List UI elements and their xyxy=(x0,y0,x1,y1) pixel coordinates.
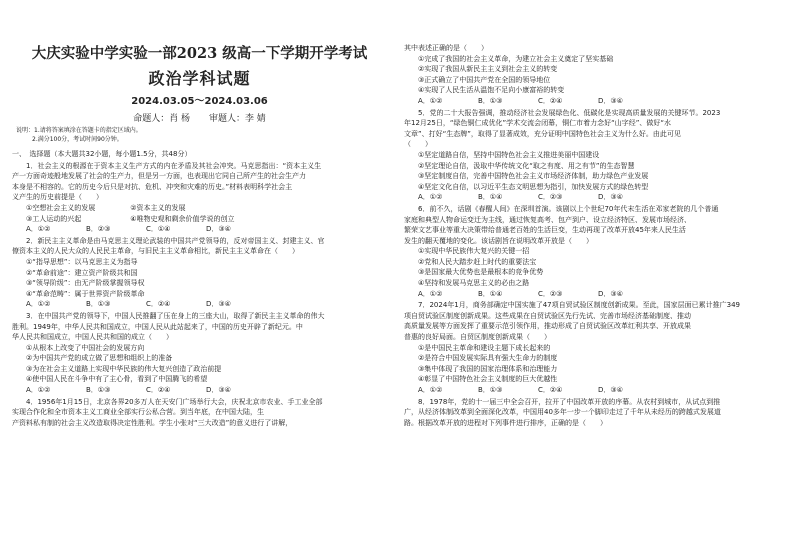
choice-b: B．①③ xyxy=(478,96,503,105)
question-3 xyxy=(12,311,387,396)
q4b-option: ①完成了我国的社会主义革命，为建立社会主义奠定了坚实基础 xyxy=(418,54,614,63)
q3-option: ③为在社会主义道路上实现中华民族的伟大复兴创造了政治前提 xyxy=(26,364,222,373)
q7-stem-line: 7．2024年1月，商务部确定中国实施了47项自贸试验区制度创新成果。至此，国家层面已累计推广349 xyxy=(418,301,740,310)
exam-dates: 2024.03.05～2024.03.06 xyxy=(131,96,268,107)
q4b-option: ②实现了我国从新民主主义到社会主义的转变 xyxy=(418,65,558,74)
q4b-option: ③正式确立了中国共产党在全国的领导地位 xyxy=(418,75,551,84)
q2-option: ④“革命范畴”：属于世界资产阶级革命 xyxy=(26,289,145,298)
q3-option: ①从根本上改变了中国社会的发展方向 xyxy=(26,343,145,352)
choice-a: A．①② xyxy=(26,386,51,395)
q7-option: ①是中国民主革命和建设主题下成长起来的 xyxy=(418,343,551,352)
question-2 xyxy=(12,236,387,310)
q6-stem-line: 繁荣文艺事业等重大决策带给普通老百姓的生活巨变，生动再现了改革开放45年来人民生活 xyxy=(404,226,686,235)
choice-d: D．③④ xyxy=(206,300,231,309)
choice-a: A．①② xyxy=(26,225,51,234)
author: 命题人：肖 杨 xyxy=(133,114,191,124)
q1-stem-line: 产一方面奇迹般地发展了社会的生产力，但是另一方面，也表现出它同自己所产生的社会生产力 xyxy=(12,172,306,181)
q4-stem-line: 实现合作化和全市资本主义工商业全部实行公私合营。到当年底，在中国大陆，生 xyxy=(12,408,264,417)
exam-title: 大庆实验中学实验一部2023 级高一下学期开学考试 xyxy=(31,45,368,62)
question-1 xyxy=(12,161,387,235)
q6-option: ④坚持和发展马克思主义的必由之路 xyxy=(418,279,530,288)
q6-option: ①实现中华民族伟大复兴的关键一招 xyxy=(418,247,530,256)
choice-c: C．①④ xyxy=(146,225,171,234)
choice-d: D．③④ xyxy=(598,386,623,394)
q1-stem-line: 本身是不相容的。它的历史今后只是对抗、危机、冲突和灾难的历史。”材料表明科学社会主 xyxy=(12,182,293,191)
choice-d: D．③④ xyxy=(206,225,231,234)
q7-option: ③集中体现了我国的国家治理体系和治理能力 xyxy=(418,364,558,373)
q6-stem-line: 发生的翻天覆地的变化。该话剧旨在说明改革开放是（ ） xyxy=(404,236,593,245)
q3-stem-line: 华人民共和国成立，中国人民共和国的成立（ ） xyxy=(12,333,173,342)
choice-a: A．①② xyxy=(418,386,443,394)
q5-stem-line: 5．党的二十大报告强调，推动经济社会发展绿色化、低碳化是实现高质量发展的关键环节。2023 xyxy=(418,108,721,117)
q3-stem-line: 3．在中国共产党的领导下，中国人民推翻了压在身上的三座大山，取得了新民主主义革命的伟大 xyxy=(26,311,325,320)
q2-option: ③“领导阶级”：由无产阶级掌握领导权 xyxy=(26,279,145,288)
note-2: 2.满分100分，考试时间90分钟。 xyxy=(32,136,123,143)
q4b-choices xyxy=(404,96,779,107)
reviewer: 审题人：李 婧 xyxy=(208,114,266,124)
q2-option: ①“指导思想”：以马克思主义为指导 xyxy=(26,257,138,266)
section-heading: 一、 选择题（本大题共32小题，每小题1.5分，共48分） xyxy=(12,150,192,158)
subject-title: 政治学科试题 xyxy=(148,69,251,88)
q7-choices xyxy=(404,385,779,396)
q8-stem-line: 广，从经济体制改革到全面深化改革，中国用40多年一步一个脚印走过了千年从未经历的跨越式发展道 xyxy=(404,408,721,417)
q7-option: ②是符合中国发展实际具有强大生命力的制度 xyxy=(418,354,558,363)
q6-choices xyxy=(404,289,779,300)
q8-stem-line: 路。根据改革开放的进程对下列事件进行排序，正确的是（ ） xyxy=(404,418,607,427)
q7-stem-line: 项自贸试验区制度创新成果。这些成果在自贸试验区先行先试、完善市场经济基础制度、推动 xyxy=(404,311,691,320)
question-6 xyxy=(404,204,779,299)
right-column xyxy=(404,0,779,428)
choice-b: B．①③ xyxy=(86,300,111,309)
q8-stem-line: 8．1978年，党的十一届三中全会召开，拉开了中国改革开放的序幕。从农村到城市，从试点到推 xyxy=(418,397,721,406)
choice-d: D．③④ xyxy=(206,386,231,395)
choice-c: C．②④ xyxy=(538,386,563,394)
q6-option: ③是国家最大优势也是最根本的竞争优势 xyxy=(418,268,544,277)
question-4 xyxy=(12,397,387,429)
choice-b: B．①③ xyxy=(86,386,111,395)
q3-stem-line: 胜利。1949年，中华人民共和国成立，中国人民从此站起来了，中国的历史开辟了新纪元。中 xyxy=(12,322,303,331)
q3-option: ②为中国共产党的成立做了思想和组织上的准备 xyxy=(26,354,173,363)
q6-stem-line: 家庭和典型人物命运变迁为主线，通过恢复高考、包产到户、设立经济特区、发展市场经济、 xyxy=(404,215,691,224)
q2-choices xyxy=(12,299,387,310)
choice-b: B．②③ xyxy=(86,225,111,234)
note-1: 说明：1.请将答案填涂在答题卡的指定区域内。 xyxy=(16,127,142,134)
choice-a: A．①② xyxy=(418,193,443,202)
q1-stem-line: 1．社会主义的根源在于资本主义生产方式的内在矛盾及其社会冲突。马克思指出：“资本主义生 xyxy=(26,161,322,170)
q5-stem-line: 年12月25日，“绿色铜仁成优化”学术交流会闭幕，铜仁市着力念好“山字经”、做好“水 xyxy=(404,119,671,128)
choice-d: D．③④ xyxy=(598,289,623,298)
q6-stem-line: 6．前不久，话剧《春醒人间》在深圳首演。该剧以上个世纪70年代末生活在邓家老院的几个普通 xyxy=(418,204,719,213)
q7-stem-line: 高质量发展等方面发挥了重要示范引领作用，推动形成了自贸试验区改革红利共享、开放成果 xyxy=(404,322,691,331)
question-5 xyxy=(404,108,779,203)
choice-d: D．③④ xyxy=(598,193,623,202)
choice-b: B．①③ xyxy=(478,386,503,394)
q2-option: ②“革命前途”：建立资产阶级共和国 xyxy=(26,268,138,277)
choice-d: D．③④ xyxy=(598,96,623,105)
q2-stem-line: 2．新民主主义革命是由马克思主义理论武装的中国共产党领导的，反对帝国主义、封建主义、官 xyxy=(26,236,325,245)
q7-stem-line: 普惠的良好局面。自贸区制度创新成果（ ） xyxy=(404,333,551,342)
q5-stem-line: （ ） xyxy=(404,140,432,149)
choice-b: B．①④ xyxy=(478,193,503,202)
q4b-option: ④实现了人民生活从温饱不足向小康富裕的转变 xyxy=(418,86,565,95)
q5-option: ③坚定制度自信，完善中国特色社会主义市场经济体制，助力绿色产业发展 xyxy=(418,172,649,181)
q4-stem-line: 4．1956年1月15日，北京各界20多万人在天安门广场举行大会，庆祝北京市农业、手工业全部 xyxy=(26,397,323,406)
choice-c: C．②③ xyxy=(538,289,563,298)
left-column xyxy=(12,0,387,428)
q1-choices xyxy=(12,224,387,235)
choice-b: B．①④ xyxy=(478,289,503,298)
question-7 xyxy=(404,300,779,395)
choice-a: A．①② xyxy=(26,300,51,309)
choice-c: C．②④ xyxy=(538,96,563,105)
q3-option: ④使中国人民在斗争中有了主心骨，看到了中国腾飞的希望 xyxy=(26,375,208,384)
q5-option: ④坚定文化自信，以习近平生态文明思想为指引，加快发展方式的绿色转型 xyxy=(418,182,649,191)
q7-option: ④彰显了中国特色社会主义制度的巨大优越性 xyxy=(418,375,558,384)
choice-a: A．①② xyxy=(418,96,443,105)
question-4-continued xyxy=(404,43,779,107)
q1-stem-line: 义产生的历史前提是（ ） xyxy=(12,193,103,202)
authors-line xyxy=(12,113,387,126)
q5-stem-line: 文章”、打好“生态牌”，取得了显著成效，充分证明中国特色社会主义为什么好。由此可见 xyxy=(404,129,681,138)
choice-c: C．②④ xyxy=(146,300,171,309)
q1-option: ①空想社会主义的发展 ②资本主义的发展 xyxy=(26,203,186,212)
q5-option: ①坚定道路自信，坚持中国特色社会主义推进美丽中国建设 xyxy=(418,150,600,159)
choice-a: A．①② xyxy=(418,289,443,298)
choice-c: C．②④ xyxy=(146,386,171,395)
choice-c: C．②③ xyxy=(538,193,563,202)
q4b-stem-line: 其中表述正确的是（ ） xyxy=(404,44,488,52)
question-8 xyxy=(404,397,779,429)
q1-option: ③工人运动的兴起 ④唯物史观和剩余价值学说的创立 xyxy=(26,214,235,223)
q5-choices xyxy=(404,192,779,203)
q4-stem-line: 产资料私有制的社会主义改造取得决定性胜利。学生小张对“三大改造”的意义进行了讲解， xyxy=(12,418,293,427)
q3-choices xyxy=(12,385,387,396)
q2-stem-line: 僚资本主义的人民大众的人民民主革命，与旧民主主义革命相比，新民主主义革命在（ ） xyxy=(12,247,299,256)
q6-option: ②党和人民大踏步赶上时代的重要法宝 xyxy=(418,257,537,266)
q5-option: ②坚定理论自信，汲取中华传统文化“取之有度、用之有节”的生态智慧 xyxy=(418,161,635,170)
